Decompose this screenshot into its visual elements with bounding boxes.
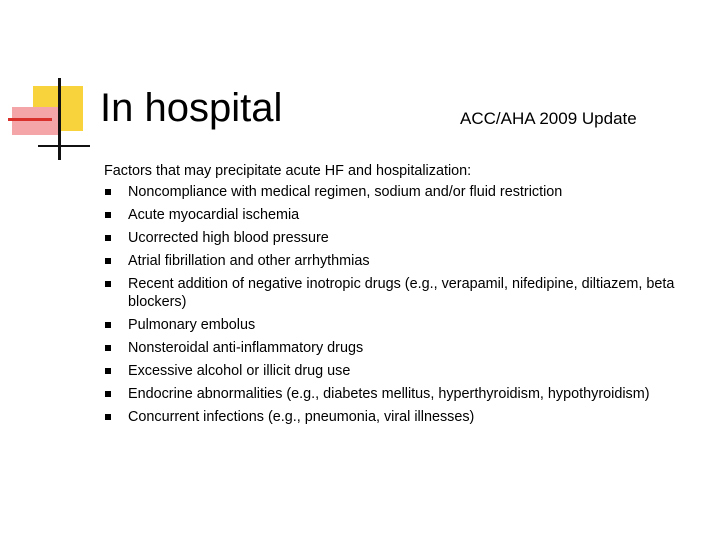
list-item	[104, 229, 704, 247]
slide-subtitle: ACC/AHA 2009 Update	[460, 109, 637, 128]
square-bullet-icon	[105, 391, 111, 397]
slide-body	[104, 160, 704, 431]
list-item-text: Noncompliance with medical regimen, sodium and/or fluid restriction	[128, 184, 563, 200]
list-item	[104, 316, 704, 334]
pink-block-decoration	[12, 107, 58, 135]
square-bullet-icon	[105, 235, 111, 241]
bullet-list	[104, 183, 704, 426]
square-bullet-icon	[105, 258, 111, 264]
slide-title: In hospital	[100, 86, 283, 130]
list-item	[104, 385, 704, 403]
vertical-line-decoration	[58, 78, 61, 160]
list-item-text: Ucorrected high blood pressure	[128, 230, 329, 246]
list-item-text: Excessive alcohol or illicit drug use	[128, 363, 351, 379]
square-bullet-icon	[105, 189, 111, 195]
list-item	[104, 206, 704, 224]
horizontal-line-decoration	[38, 145, 90, 147]
list-item	[104, 275, 704, 311]
square-bullet-icon	[105, 322, 111, 328]
list-item-text: Acute myocardial ischemia	[128, 207, 300, 223]
list-item-text: Recent addition of negative inotropic drugs (e.g., verapamil, nifedipine, diltiazem, beta blockers)	[128, 276, 675, 310]
list-item	[104, 362, 704, 380]
list-item-text: Concurrent infections (e.g., pneumonia, viral illnesses)	[128, 409, 475, 425]
list-item-text: Atrial fibrillation and other arrhythmias	[128, 253, 370, 269]
square-bullet-icon	[105, 368, 111, 374]
list-item-text: Nonsteroidal anti-inflammatory drugs	[128, 340, 364, 356]
list-item-text: Pulmonary embolus	[128, 317, 256, 333]
square-bullet-icon	[105, 414, 111, 420]
list-item	[104, 339, 704, 357]
list-item-text: Endocrine abnormalities (e.g., diabetes mellitus, hyperthyroidism, hypothyroidism)	[128, 386, 650, 402]
square-bullet-icon	[105, 212, 111, 218]
square-bullet-icon	[105, 281, 111, 287]
red-line-decoration	[8, 118, 52, 121]
list-item	[104, 252, 704, 270]
square-bullet-icon	[105, 345, 111, 351]
list-item	[104, 183, 704, 201]
intro-text: Factors that may precipitate acute HF and hospitalization:	[104, 163, 472, 179]
list-item	[104, 408, 704, 426]
